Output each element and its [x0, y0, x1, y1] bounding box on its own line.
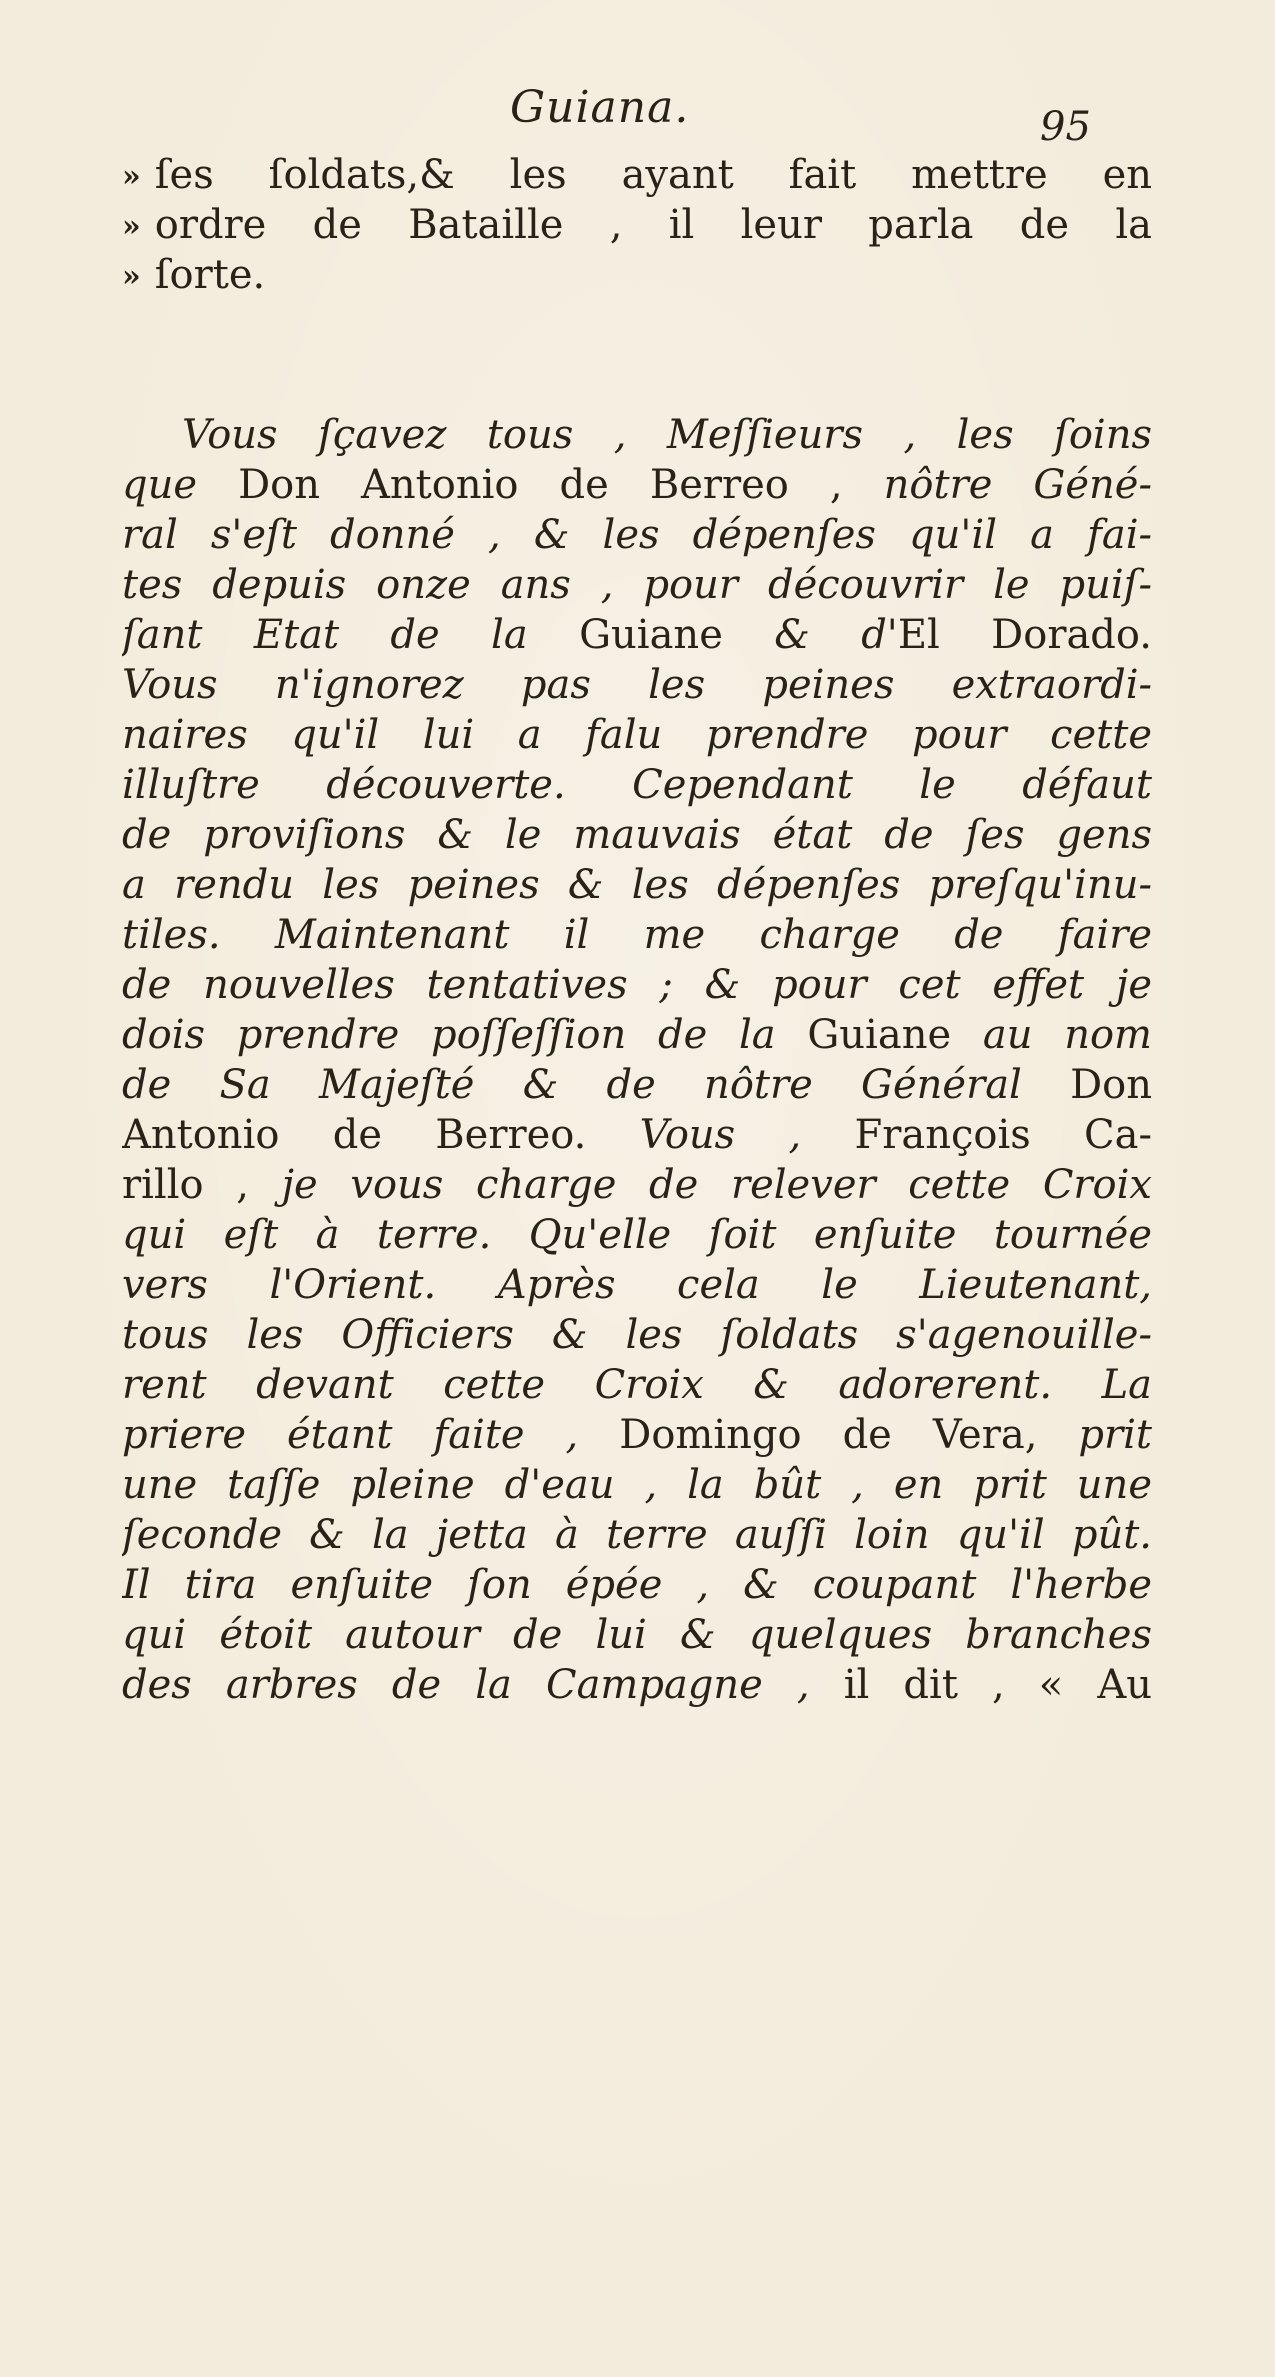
roman-text-segment: Don [1070, 1062, 1152, 1108]
text-line [122, 1660, 1152, 1710]
text-line [122, 250, 1152, 300]
italic-text-segment: tes depuis onze ans , pour découvrir le puiſ- [122, 562, 1152, 608]
text-line [122, 510, 1152, 560]
italic-text-segment: de nouvelles tentatives ; & pour cet effet je [122, 962, 1152, 1008]
italic-text-segment: Vous ſçavez tous , Meſſieurs , les ſoins [182, 412, 1152, 458]
italic-text-segment: & d' [774, 612, 898, 658]
text-line [122, 460, 1152, 510]
italic-text-segment: dois prendre poſſeſſion de la [122, 1012, 808, 1058]
roman-text-segment: ſorte. [154, 252, 266, 298]
roman-text-segment: El Dorado. [897, 612, 1152, 658]
italic-text-segment: a rendu les peines & les dépenſes preſqu'inu- [122, 862, 1152, 908]
text-line [122, 1460, 1152, 1510]
roman-text-segment: Don Antonio de Berreo , [238, 462, 884, 508]
text-line [122, 1310, 1152, 1360]
text-line [122, 1210, 1152, 1260]
running-head [0, 82, 1275, 150]
roman-text-segment: il dit , « Au [843, 1662, 1152, 1708]
roman-text-segment: ſes ſoldats,& les ayant fait mettre en [154, 152, 1152, 198]
text-line [122, 810, 1152, 860]
italic-text-segment: ral s'eſt donné , & les dépenſes qu'il a fai- [122, 512, 1152, 558]
text-line [122, 710, 1152, 760]
italic-text-segment: rent devant cette Croix & adorerent. La [122, 1362, 1152, 1408]
italic-text-segment: Il tira enſuite ſon épée , & coupant l'herbe [122, 1562, 1152, 1608]
italic-text-segment: prit [1078, 1412, 1152, 1458]
text-line [122, 1160, 1152, 1210]
italic-text-segment: une taſſe pleine d'eau , la bût , en prit une [122, 1462, 1152, 1508]
running-title: Guiana. [510, 82, 690, 133]
italic-text-segment: tiles. Maintenant il me charge de faire [122, 912, 1152, 958]
roman-text-segment: Domingo de Vera, [619, 1412, 1079, 1458]
italic-text-segment: Vous n'ignorez pas les peines extraordi- [122, 662, 1152, 708]
italic-text-segment: Vous , [639, 1112, 855, 1158]
roman-text-segment: rillo , [122, 1162, 282, 1208]
text-line [122, 1260, 1152, 1310]
text-line [122, 860, 1152, 910]
text-line [122, 1060, 1152, 1110]
text-line [122, 1410, 1152, 1460]
page-number: 95 [1040, 104, 1091, 150]
text-line [122, 760, 1152, 810]
text-line [122, 1360, 1152, 1410]
italic-text-segment: au nom [982, 1012, 1152, 1058]
italic-text-segment: de Sa Majeſté & de nôtre Général [122, 1062, 1071, 1108]
italic-text-segment: ſant Etat de la [122, 612, 580, 658]
text-line [122, 660, 1152, 710]
italic-text-segment: tous les Officiers & les ſoldats s'agenouille- [122, 1312, 1152, 1358]
text-line [122, 1510, 1152, 1560]
roman-text-segment: Antonio de Berreo. [122, 1112, 640, 1158]
italic-text-segment: qui eſt à terre. Qu'elle ſoit enſuite tournée [122, 1212, 1152, 1258]
body-text [122, 150, 1152, 1710]
roman-text-segment: ordre de Bataille , il leur parla de la [154, 202, 1152, 248]
italic-text-segment: priere étant faite , [122, 1412, 620, 1458]
text-line [122, 1610, 1152, 1660]
italic-text-segment: naires qu'il lui a falu prendre pour cette [122, 712, 1152, 758]
text-line [122, 1110, 1152, 1160]
italic-text-segment: qui étoit autour de lui & quelques branches [122, 1612, 1152, 1658]
paragraph-break [122, 300, 1152, 410]
italic-text-segment: nôtre Géné- [883, 462, 1152, 508]
text-line [122, 910, 1152, 960]
italic-text-segment: que [122, 462, 239, 508]
roman-text-segment: Guiane [579, 612, 775, 658]
roman-text-segment: François Ca- [854, 1112, 1152, 1158]
text-line [122, 1010, 1152, 1060]
roman-text-segment: Guiane [807, 1012, 983, 1058]
text-line [122, 410, 1152, 460]
italic-text-segment: ſeconde & la jetta à terre auſſi loin qu'il pût. [122, 1512, 1152, 1558]
text-line [122, 960, 1152, 1010]
text-line [122, 610, 1152, 660]
italic-text-segment: des arbres de la Campagne , [122, 1662, 844, 1708]
italic-text-segment: illuſtre découverte. Cependant le défaut [122, 762, 1152, 808]
text-line [122, 560, 1152, 610]
text-line [122, 1560, 1152, 1610]
text-line [122, 150, 1152, 200]
text-line [122, 200, 1152, 250]
italic-text-segment: de proviſions & le mauvais état de ſes gens [122, 812, 1152, 858]
italic-text-segment: vers l'Orient. Après cela le Lieutenant, [122, 1262, 1152, 1308]
italic-text-segment: je vous charge de relever cette Croix [281, 1162, 1152, 1208]
